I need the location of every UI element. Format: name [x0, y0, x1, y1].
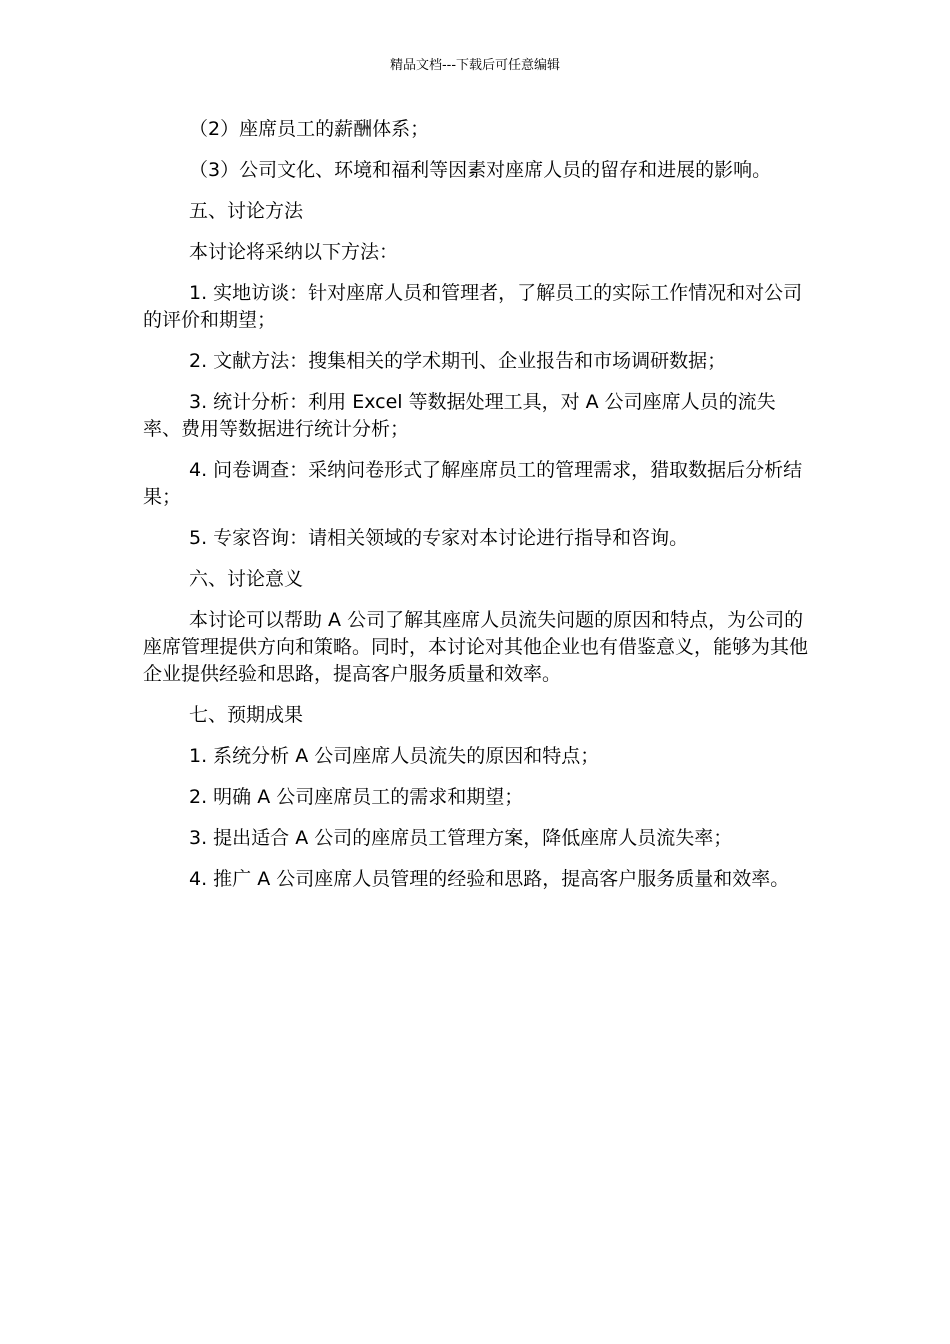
methods-intro: 本讨论将采纳以下方法： [189, 241, 399, 263]
section-heading-outcomes: 七、预期成果 [189, 704, 304, 726]
method-item-questionnaire: 4. 问卷调查：采纳问卷形式了解座席员工的管理需求，猎取数据后分析结果； [143, 459, 803, 508]
method-item-expert: 5. 专家咨询：请相关领域的专家对本讨论进行指导和咨询。 [189, 527, 689, 549]
document-body [143, 116, 811, 907]
outcome-item-plan: 3. 提出适合 A 公司的座席员工管理方案，降低座席人员流失率； [189, 827, 733, 849]
significance-paragraph: 本讨论可以帮助 A 公司了解其座席人员流失问题的原因和特点，为公司的座席管理提供方向和策略。同时，本讨论对其他企业也有借鉴意义，能够为其他企业提供经验和思路，提高客户服务质量和效率。 [143, 609, 809, 685]
outcome-item-analysis: 1. 系统分析 A 公司座席人员流失的原因和特点； [189, 745, 600, 767]
method-item-interview: 1. 实地访谈：针对座席人员和管理者，了解员工的实际工作情况和对公司的评价和期望； [143, 282, 803, 331]
list-item-culture-factors: （3）公司文化、环境和福利等因素对座席人员的留存和进展的影响。 [189, 159, 772, 181]
list-item-salary-system: （2）座席员工的薪酬体系； [189, 118, 430, 140]
method-item-literature: 2. 文献方法：搜集相关的学术期刊、企业报告和市场调研数据； [189, 350, 727, 372]
page-header: 精品文档---下载后可任意编辑 [389, 58, 561, 73]
method-item-statistics: 3. 统计分析：利用 Excel 等数据处理工具，对 A 公司座席人员的流失率、费用等数据进行统计分析； [143, 391, 776, 440]
outcome-item-promotion: 4. 推广 A 公司座席人员管理的经验和思路，提高客户服务质量和效率。 [189, 868, 790, 890]
section-heading-methods: 五、讨论方法 [189, 200, 304, 222]
section-heading-significance: 六、讨论意义 [189, 568, 304, 590]
outcome-item-needs: 2. 明确 A 公司座席员工的需求和期望； [189, 786, 524, 808]
